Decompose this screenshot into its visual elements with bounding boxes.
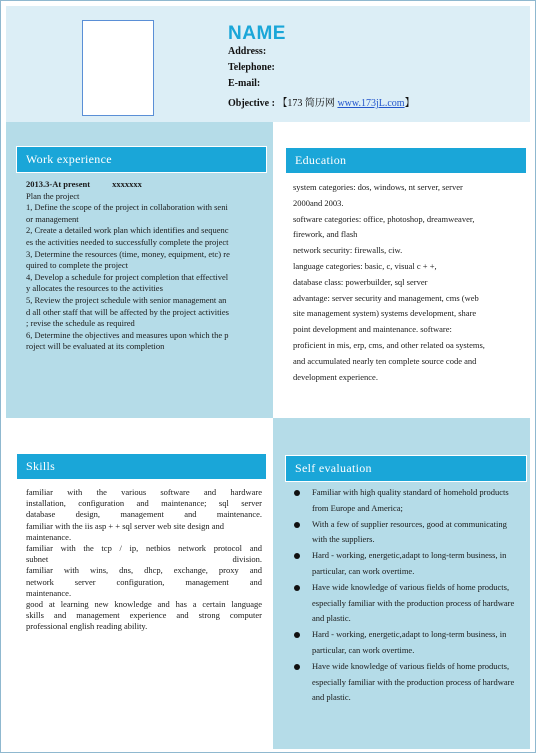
skills-line: familiar with wins, dns, dhcp, exchange, proxy and <box>26 565 262 576</box>
list-item <box>293 659 523 706</box>
work-experience-body <box>26 179 262 353</box>
education-line: proficient in mis, erp, cms, and other related oa systems, <box>293 339 485 350</box>
education-body <box>293 180 523 385</box>
objective-label: Objective : <box>228 98 275 109</box>
work-experience-heading: Work experience <box>16 146 267 173</box>
skills-line: installation, configuration and maintenance; sql server <box>26 498 262 509</box>
self-evaluation-text: Hard - working, energetic,adapt to long-term business, in particular, can work overtime. <box>312 629 507 655</box>
candidate-name: NAME <box>228 23 286 44</box>
work-line: es the activities needed to successfully complete the project <box>26 236 229 247</box>
skills-body <box>26 487 262 633</box>
work-line: 5, Review the project schedule with senior management an <box>26 294 227 305</box>
education-line: site management system) systems development, share <box>293 308 477 319</box>
self-evaluation-heading: Self evaluation <box>285 455 527 482</box>
skills-line: subnet division. <box>26 554 262 565</box>
bullet-icon <box>294 490 300 496</box>
list-item <box>293 548 523 580</box>
list-item <box>293 485 523 517</box>
bullet-icon <box>294 553 300 559</box>
work-period-dates: 2013.3-At present <box>26 179 91 189</box>
work-line: y allocates the resources to the activities <box>26 283 163 294</box>
email-label: E-mail: <box>228 78 261 89</box>
skills-line: good at learning new knowledge and has a certain language <box>26 599 262 610</box>
skills-line: database design, management and maintenance. <box>26 509 262 520</box>
self-evaluation-text: Hard - working, energetic,adapt to long-term business, in particular, can work overtime. <box>312 550 507 576</box>
list-item <box>293 517 523 549</box>
education-line: firework, and flash <box>293 229 358 240</box>
self-evaluation-text: Have wide knowledge of various fields of home products, especially familiar with the production process of hardware and plastic. <box>312 581 515 624</box>
self-evaluation-text: Familiar with high quality standard of homehold products from Europe and America; <box>312 487 509 513</box>
skills-line: maintenance. <box>26 587 72 598</box>
work-period <box>26 179 262 191</box>
work-line: 3, Determine the resources (time, money, equipment, etc) re <box>26 248 230 259</box>
education-line: network security: firewalls, ciw. <box>293 245 403 256</box>
skills-line: familiar with the tcp / ip, netbios network protocol and <box>26 543 262 554</box>
objective-link[interactable]: www.173jL.com <box>337 98 405 109</box>
self-evaluation-text: Have wide knowledge of various fields of home products, especially familiar with the production process of hardware and plastic. <box>312 660 515 703</box>
education-line: system categories: dos, windows, nt server, server <box>293 182 463 192</box>
list-item <box>293 627 523 659</box>
work-line: roject will be evaluated at its completion <box>26 341 165 352</box>
self-evaluation-list <box>293 485 523 706</box>
header-panel <box>6 6 530 122</box>
work-line: 6, Determine the objectives and measures upon which the p <box>26 329 229 340</box>
skills-line: maintenance. <box>26 531 72 542</box>
work-company: xxxxxxx <box>112 179 142 189</box>
address-label: Address: <box>228 46 267 57</box>
work-line: quired to complete the project <box>26 260 128 271</box>
objective-suffix: 】 <box>404 98 415 109</box>
work-line: Plan the project <box>26 190 80 201</box>
bullet-icon <box>294 664 300 670</box>
work-line: or management <box>26 213 79 224</box>
work-line: 2, Create a detailed work plan which identifies and sequenc <box>26 225 229 236</box>
education-line: language categories: basic, c, visual c + +, <box>293 260 437 271</box>
work-line: 4, Develop a schedule for project completion that effectivel <box>26 271 229 282</box>
list-item <box>293 580 523 627</box>
telephone-label: Telephone: <box>228 62 275 73</box>
education-line: database class: powerbuilder, sql server <box>293 276 428 287</box>
skills-line: professional english reading ability. <box>26 621 148 632</box>
photo-placeholder <box>82 20 154 116</box>
education-heading: Education <box>285 147 527 174</box>
bullet-icon <box>294 585 300 591</box>
work-line: ; revise the schedule as required <box>26 318 135 329</box>
self-evaluation-text: With a few of supplier resources, good at communicating with the suppliers. <box>312 518 507 545</box>
skills-heading: Skills <box>16 453 267 480</box>
skills-line: familiar with the iis asp + + sql server web site design and <box>26 520 224 531</box>
bullet-icon <box>294 522 300 528</box>
skills-line: network server configuration, management and <box>26 576 262 587</box>
work-line: d all other staff that will be affected by the project activities <box>26 306 229 317</box>
education-line: 2000and 2003. <box>293 197 344 208</box>
education-line: development experience. <box>293 371 378 382</box>
work-line: 1, Define the scope of the project in collaboration with seni <box>26 202 228 213</box>
education-line: point development and maintenance. software: <box>293 324 452 335</box>
objective-row <box>228 94 415 109</box>
education-line: software categories: office, photoshop, dreamweaver, <box>293 213 475 224</box>
skills-line: familiar with the various software and hardware <box>26 487 262 497</box>
bullet-icon <box>294 632 300 638</box>
education-line: and accumulated nearly ten complete source code and <box>293 355 477 366</box>
objective-prefix: 【173 简历网 <box>277 98 338 109</box>
skills-line: skills and management experience and strong computer <box>26 610 262 621</box>
education-line: advantage: server security and management, cms (web <box>293 292 479 303</box>
